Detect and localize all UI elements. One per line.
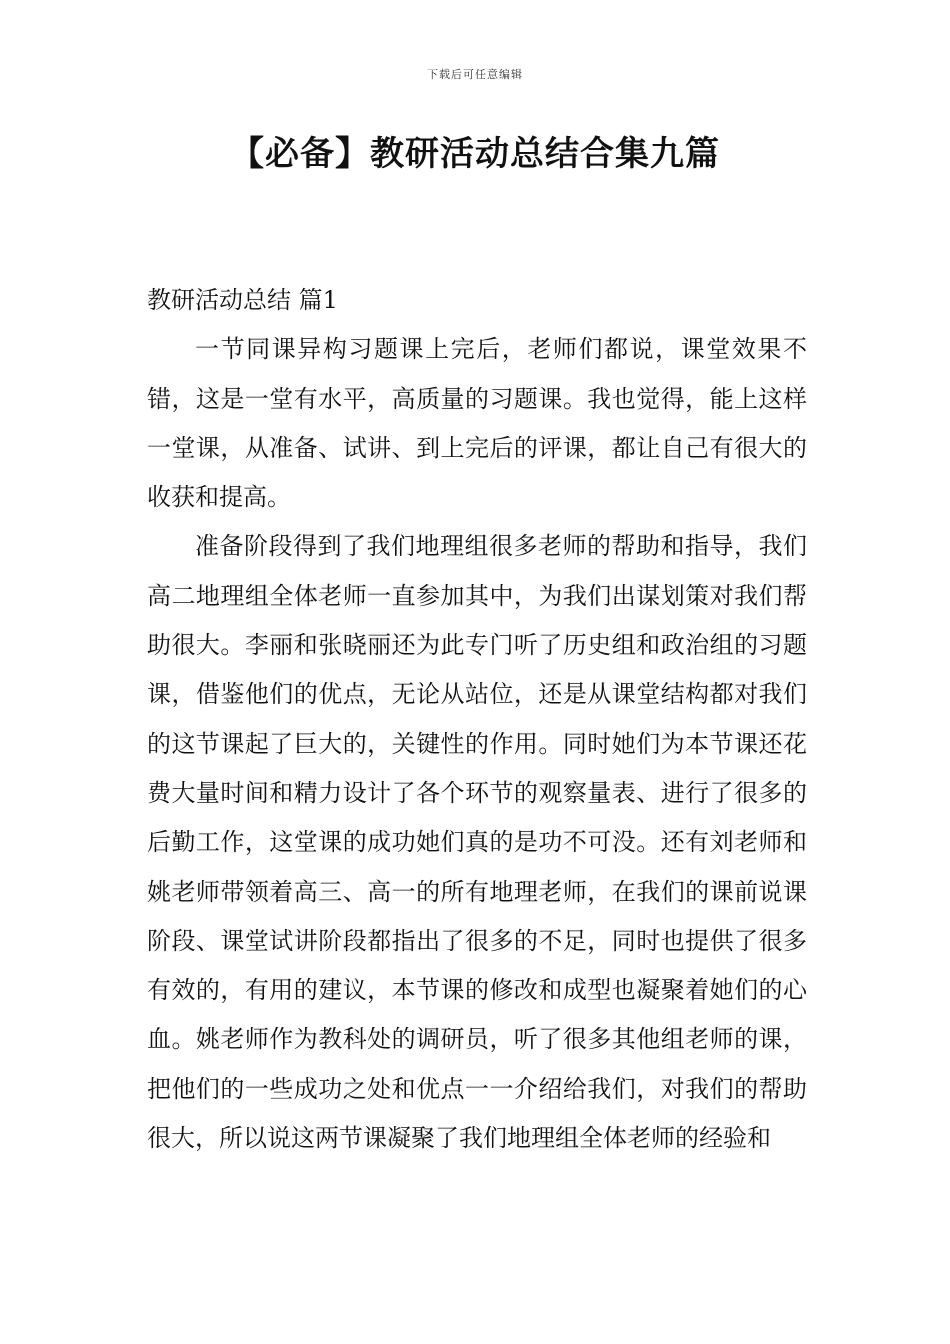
document-title: 【必备】教研活动总结合集九篇 xyxy=(230,134,720,174)
section-heading: 教研活动总结 篇1 xyxy=(147,286,338,314)
paragraph-2: 准备阶段得到了我们地理组很多老师的帮助和指导，我们高二地理组全体老师一直参加其中，为我们出谋划策对我们帮助很大。李丽和张晓丽还为此专门听了历史组和政治组的习题课，借鉴他们的优点，无论从站位，还是从课堂结构都对我们的这节课起了巨大的，关键性的作用。同时她们为本节课还花费大量时间和精力设计了各个环节的观察量表、进行了很多的后勤工作，这堂课的成功她们真的是功不可没。还有刘老师和姚老师带领着高三、高一的所有地理老师，在我们的课前说课阶段、课堂试讲阶段都指出了很多的不足，同时也提供了很多有效的，有用的建议，本节课的修改和成型也凝聚着她们的心血。姚老师作为教科处的调研员，听了很多其他组老师的课，把他们的一些成功之处和优点一一介绍给我们，对我们的帮助很大，所以说这两节课凝聚了我们地理组全体老师的经验和 xyxy=(147,532,807,1153)
document-body xyxy=(147,276,807,1163)
paragraph-1: 一节同课异构习题课上完后，老师们都说，课堂效果不错，这是一堂有水平，高质量的习题课。我也觉得，能上这样一堂课，从准备、试讲、到上完后的评课，都让自己有很大的收获和提高。 xyxy=(147,335,807,512)
header-note: 下载后可任意编辑 xyxy=(427,68,523,81)
